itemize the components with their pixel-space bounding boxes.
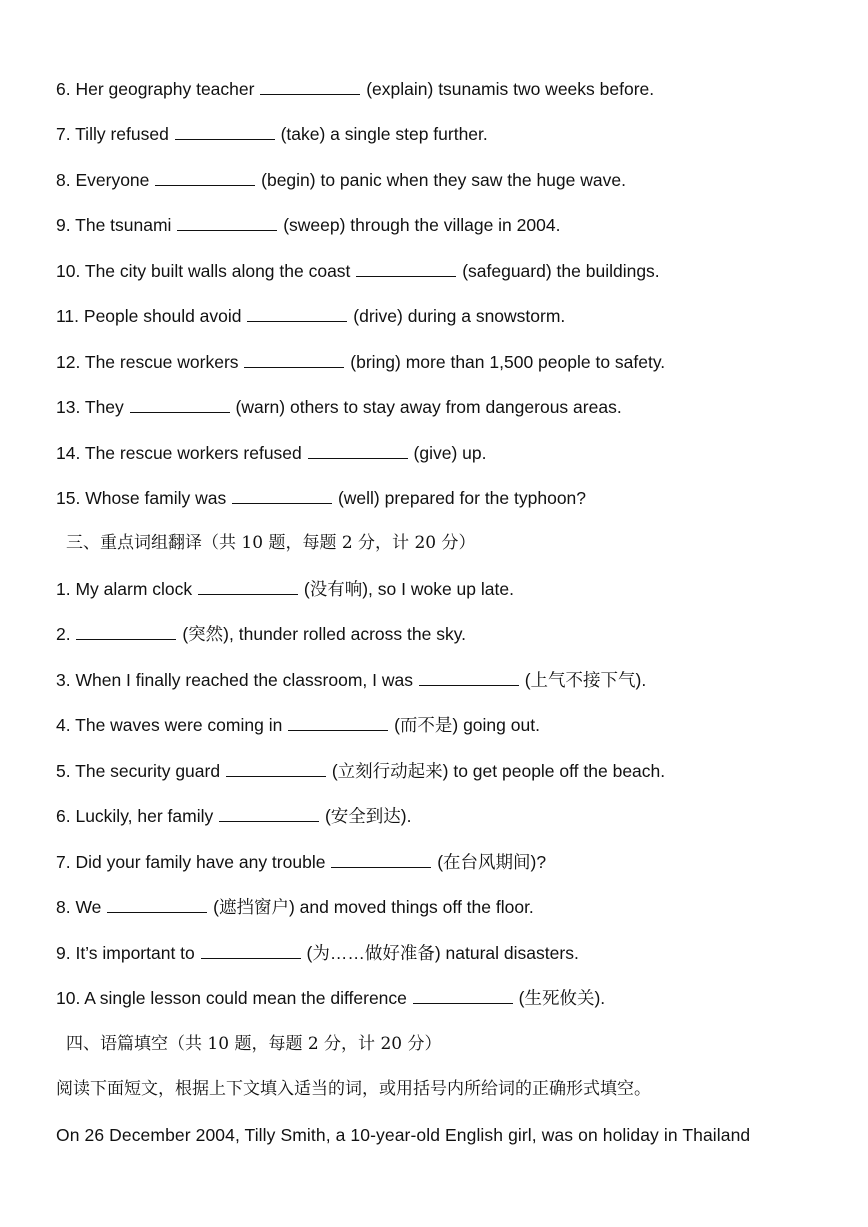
translation-item-7 bbox=[56, 850, 828, 874]
exercise-item-14 bbox=[56, 441, 828, 465]
answer-blank[interactable] bbox=[413, 988, 513, 1004]
answer-blank[interactable] bbox=[419, 670, 519, 686]
item-prefix: 13. They bbox=[56, 397, 124, 417]
answer-blank[interactable] bbox=[175, 124, 275, 140]
answer-blank[interactable] bbox=[244, 352, 344, 368]
exercise-item-9 bbox=[56, 213, 828, 237]
translation-item-3 bbox=[56, 668, 828, 692]
exercise-item-6 bbox=[56, 77, 828, 101]
item-suffix: (在台风期间)? bbox=[437, 852, 547, 872]
item-suffix: (立刻行动起来) to get people off the beach. bbox=[331, 761, 666, 781]
exercise-item-8 bbox=[56, 168, 828, 192]
item-prefix: 8. Everyone bbox=[56, 170, 150, 190]
item-prefix: 4. The waves were coming in bbox=[56, 715, 283, 735]
answer-blank[interactable] bbox=[308, 443, 408, 459]
passage-first-line: On 26 December 2004, Tilly Smith, a 10-year-old English girl, was on holiday in Thailand bbox=[56, 1125, 751, 1145]
item-prefix: 9. The tsunami bbox=[56, 215, 172, 235]
answer-blank[interactable] bbox=[107, 897, 207, 913]
item-suffix: (drive) during a snowstorm. bbox=[353, 306, 566, 326]
answer-blank[interactable] bbox=[288, 715, 388, 731]
item-prefix: 5. The security guard bbox=[56, 761, 221, 781]
item-prefix: 11. People should avoid bbox=[56, 306, 242, 326]
answer-blank[interactable] bbox=[155, 170, 255, 186]
item-suffix: (安全到达). bbox=[324, 806, 412, 826]
translation-item-1 bbox=[56, 577, 828, 601]
item-prefix: 6. Luckily, her family bbox=[56, 806, 214, 826]
answer-blank[interactable] bbox=[76, 624, 176, 640]
item-suffix: (take) a single step further. bbox=[280, 124, 488, 144]
item-suffix: (sweep) through the village in 2004. bbox=[283, 215, 561, 235]
item-prefix: 2. bbox=[56, 624, 71, 644]
item-suffix: (突然), thunder rolled across the sky. bbox=[182, 624, 467, 644]
item-suffix: (bring) more than 1,500 people to safety. bbox=[350, 352, 666, 372]
answer-blank[interactable] bbox=[260, 79, 360, 95]
answer-blank[interactable] bbox=[130, 397, 230, 413]
item-prefix: 3. When I finally reached the classroom, I was bbox=[56, 670, 413, 690]
item-prefix: 14. The rescue workers refused bbox=[56, 443, 302, 463]
exercise-item-10 bbox=[56, 259, 828, 283]
exercise-item-12 bbox=[56, 350, 828, 374]
item-prefix: 9. It’s important to bbox=[56, 943, 195, 963]
exercise-item-13 bbox=[56, 395, 828, 419]
item-suffix: (上气不接下气). bbox=[524, 670, 647, 690]
item-suffix: (没有响), so I woke up late. bbox=[303, 579, 514, 599]
translation-item-5 bbox=[56, 759, 828, 783]
item-suffix: (give) up. bbox=[413, 443, 487, 463]
item-prefix: 10. A single lesson could mean the difference bbox=[56, 988, 407, 1008]
section-4-heading: 四、语篇填空（共 10 题，每题 2 分，计 20 分） bbox=[66, 1034, 442, 1054]
item-suffix: (safeguard) the buildings. bbox=[462, 261, 660, 281]
answer-blank[interactable] bbox=[226, 761, 326, 777]
item-prefix: 7. Did your family have any trouble bbox=[56, 852, 326, 872]
item-prefix: 12. The rescue workers bbox=[56, 352, 239, 372]
answer-blank[interactable] bbox=[177, 215, 277, 231]
item-suffix: (begin) to panic when they saw the huge wave. bbox=[261, 170, 626, 190]
answer-blank[interactable] bbox=[232, 488, 332, 504]
translation-item-8 bbox=[56, 895, 828, 919]
translation-item-2 bbox=[56, 622, 828, 646]
section-3-heading: 三、重点词组翻译（共 10 题，每题 2 分，计 20 分） bbox=[66, 533, 476, 553]
item-suffix: (而不是) going out. bbox=[394, 715, 540, 735]
answer-blank[interactable] bbox=[201, 943, 301, 959]
translation-item-9 bbox=[56, 941, 828, 965]
item-prefix: 8. We bbox=[56, 897, 102, 917]
item-prefix: 10. The city built walls along the coast bbox=[56, 261, 351, 281]
item-suffix: (遮挡窗户) and moved things off the floor. bbox=[213, 897, 534, 917]
answer-blank[interactable] bbox=[356, 261, 456, 277]
answer-blank[interactable] bbox=[219, 806, 319, 822]
item-suffix: (生死攸关). bbox=[518, 988, 606, 1008]
item-prefix: 15. Whose family was bbox=[56, 488, 227, 508]
item-prefix: 7. Tilly refused bbox=[56, 124, 169, 144]
item-prefix: 1. My alarm clock bbox=[56, 579, 193, 599]
exercise-item-11 bbox=[56, 304, 828, 328]
answer-blank[interactable] bbox=[247, 306, 347, 322]
item-suffix: (well) prepared for the typhoon? bbox=[337, 488, 587, 508]
translation-item-4 bbox=[56, 713, 828, 737]
answer-blank[interactable] bbox=[331, 852, 431, 868]
item-suffix: (为……做好准备) natural disasters. bbox=[306, 943, 579, 963]
item-prefix: 6. Her geography teacher bbox=[56, 79, 255, 99]
answer-blank[interactable] bbox=[198, 579, 298, 595]
item-suffix: (warn) others to stay away from dangerous areas. bbox=[235, 397, 622, 417]
item-suffix: (explain) tsunamis two weeks before. bbox=[366, 79, 655, 99]
translation-item-10 bbox=[56, 986, 828, 1010]
exercise-item-15 bbox=[56, 486, 828, 510]
section-4-instruction: 阅读下面短文，根据上下文填入适当的词，或用括号内所给词的正确形式填空。 bbox=[56, 1079, 651, 1099]
exercise-item-7 bbox=[56, 122, 828, 146]
translation-item-6 bbox=[56, 804, 828, 828]
